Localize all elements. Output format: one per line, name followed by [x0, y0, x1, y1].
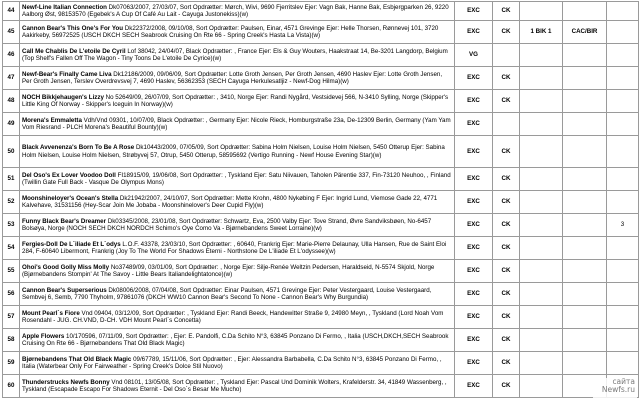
- dog-details: Dk08006/2008, 07/04/08, Sort Opdrætter: Einar Paulsen, 4571 Grevinge Ejer: Peter Vestergaard, Louise Vestergaard, Sembvej 6, Semb, 7790 Thyholm, 97861076 (DKCH WW10 Cannon Bear's Second To None - Cannon Bear's Why Burgundia): [22, 287, 431, 301]
- table-row: [3, 21, 639, 44]
- dog-name: Newf-Line Italian Connection: [22, 4, 107, 11]
- grade-cell: EXC: [455, 168, 493, 191]
- extra-cell: [607, 352, 639, 375]
- dog-name: Mount Pearl`s Fiore: [22, 310, 80, 317]
- dog-name: Newf-Bear's Finally Came Liva: [22, 71, 112, 78]
- table-row: [3, 136, 639, 168]
- entry-number: 53: [3, 214, 20, 237]
- placement-cell: [520, 283, 563, 306]
- placement-cell: [520, 191, 563, 214]
- table-row: [3, 44, 639, 67]
- award-cell: [563, 90, 607, 113]
- entry-number: 51: [3, 168, 20, 191]
- dog-name: Bjørnebandens That Old Black Magic: [22, 356, 131, 363]
- ck-cell: [493, 44, 520, 67]
- ck-cell: CK: [493, 375, 520, 398]
- entry-number: 48: [3, 90, 20, 113]
- entry-description: [20, 191, 455, 214]
- extra-cell: [607, 306, 639, 329]
- placement-cell: [520, 113, 563, 136]
- dog-details: Lof 38042, 24/04/07, Black Opdrætter: , France Ejer: Els & Guy Wouters, Haakstraat 14, Be-3201 Langdorp, Belgium (Top Shelf's Fallen Off The Wagon - Tiny Toons De L'etoile De Cyrice)(w): [22, 48, 448, 62]
- placement-cell: [520, 352, 563, 375]
- award-cell: [563, 113, 607, 136]
- dog-name: Moonshineloyer's Ocean's Stella: [22, 195, 118, 202]
- entry-description: [20, 214, 455, 237]
- grade-cell: EXC: [455, 375, 493, 398]
- entry-description: [20, 67, 455, 90]
- grade-cell: EXC: [455, 352, 493, 375]
- placement-cell: [520, 260, 563, 283]
- extra-cell: [607, 329, 639, 352]
- dog-name: Cannon Bear's This One's For You: [22, 25, 123, 32]
- extra-cell: [607, 260, 639, 283]
- dog-name: Funny Black Bear's Dreamer: [22, 218, 106, 225]
- entry-description: [20, 352, 455, 375]
- entry-description: [20, 283, 455, 306]
- dog-name: Thunderstrucks Newfs Bonny: [22, 379, 110, 386]
- award-cell: CAC/BIR: [563, 21, 607, 44]
- dog-name: Cannon Bear's Superserious: [22, 287, 107, 294]
- entry-description: [20, 306, 455, 329]
- ck-cell: CK: [493, 352, 520, 375]
- extra-cell: [607, 113, 639, 136]
- ck-cell: CK: [493, 90, 520, 113]
- entry-number: 58: [3, 329, 20, 352]
- extra-cell: [607, 136, 639, 168]
- entry-number: 60: [3, 375, 20, 398]
- extra-cell: [607, 2, 639, 21]
- ck-cell: CK: [493, 237, 520, 260]
- grade-cell: EXC: [455, 21, 493, 44]
- dog-details: Dk10443/2009, 07/05/09, Sort Opdrætter: Sabina Holm Nielsen, Louise Holm Nielsen, 5450 Otterup Ejer: Sabina Holm Nielsen, Louise Holm Nielsen, Strøbyvej 57, Otrup, 5450 Otterup, 58595692 (Vertigo Running - Newf House Evening Star)(w): [22, 144, 445, 158]
- grade-cell: EXC: [455, 329, 493, 352]
- extra-cell: [607, 90, 639, 113]
- grade-cell: EXC: [455, 260, 493, 283]
- placement-cell: 1 BIK 1: [520, 21, 563, 44]
- site-watermark: [593, 378, 637, 410]
- dog-details: No 52649/09, 26/07/09, Sort Opdrætter: , 3410, Norge Ejer: Randi Nygård, Vestsidevej 566, N-3410 Sylling, Norge (Skipper's Little King Of Norway - Skipper's Iceguin In Norway)(w): [22, 94, 448, 108]
- ck-cell: CK: [493, 168, 520, 191]
- extra-cell: [607, 283, 639, 306]
- extra-cell: [607, 67, 639, 90]
- dog-name: NOCH Bikkjehaugen's Lizzy: [22, 94, 104, 101]
- dog-details: Dk07063/2007, 27/03/07, Sort Opdrætter: Mørch, Wivi, 9690 Fjerritslev Ejer: Vagn Bak, Hanne Bak, Esbjergparken 26, 9220 Aalborg Øst, 98153570 (Egebek's A Cup Of Café Au Lait - Cayuga Justonekiss)(w): [22, 4, 449, 18]
- award-cell: [563, 237, 607, 260]
- table-row: [3, 306, 639, 329]
- entry-number: 45: [3, 21, 20, 44]
- award-cell: [563, 67, 607, 90]
- dog-details: Dk21942/2007, 24/10/07, Sort Opdrætter: Mette Krohn, 4800 Nykøbing F Ejer: Ingrid Lund, Viemose Gade 22, 4771 Kalvehave, 31531156 (Hey-Scar Join Me Jobaba - Moonshinelover's Deer Cupid Fly)(w): [22, 195, 437, 209]
- dog-details: L.O.F. 43378, 23/03/10, Sort Opdrætter: , 60640, Frankrig Ejer: Marie-Pierre Delaunay, Ulla Hansen, Rue de Saint Eloi 284, F-60640 Libermont, Frankrig (Joy To The World For Shadows Eterni - Northstone De L'iliade Et L'odyssee)(w): [22, 241, 446, 255]
- dog-details: 10/170596, 07/11/09, Sort Opdrætter: , Ejer: E. Pandolfi, C.Da Schito N°3, 63845 Ponzano Di Fermo, , Italia (USCH,DKCH,SECH Seabrook Cruising On Rte 66 - Bjørnebandens That Old Black Magic): [22, 333, 448, 347]
- grade-cell: EXC: [455, 214, 493, 237]
- award-cell: [563, 191, 607, 214]
- award-cell: [563, 283, 607, 306]
- grade-cell: EXC: [455, 237, 493, 260]
- placement-cell: [520, 44, 563, 67]
- results-table-body: [3, 2, 639, 398]
- grade-cell: EXC: [455, 90, 493, 113]
- extra-cell: [607, 44, 639, 67]
- table-row: [3, 90, 639, 113]
- award-cell: [563, 306, 607, 329]
- grade-cell: EXC: [455, 283, 493, 306]
- dog-details: Vdh/Vnd 09301, 10/07/09, Black Opdrætter: , Germany Ejer: Nicole Rieck, Homburgstraße 23a, De-12309 Berlin, Germany (Yam Yam Vom Riesrand - PLCH Morena's Beautiful Bounty)(w): [22, 117, 451, 131]
- entry-number: 59: [3, 352, 20, 375]
- extra-cell: 3: [607, 214, 639, 237]
- entry-description: [20, 2, 455, 21]
- watermark-line-2: Newfs.ru: [593, 386, 637, 394]
- table-row: [3, 191, 639, 214]
- dog-name: Morena's Emmaletta: [22, 117, 82, 124]
- table-row: [3, 2, 639, 21]
- entry-description: [20, 168, 455, 191]
- placement-cell: [520, 2, 563, 21]
- dog-details: Vnd 09404, 03/12/09, Sort Opdrætter: , Tyskland Ejer: Randi Beeck, Handewitter Straße 9, 24980 Meyn, , Tyskland (Lord Noah Vom Rosendahl - JUG. CH.VND, D-CH. VDH Mount Pearl`s Concetta): [22, 310, 443, 324]
- ck-cell: CK: [493, 214, 520, 237]
- table-row: [3, 260, 639, 283]
- ck-cell: [493, 113, 520, 136]
- entry-number: 49: [3, 113, 20, 136]
- dog-name: Fergies-Doll De L`iliade Et L`odys: [22, 241, 121, 248]
- dog-details: No37489/09, 03/01/09, Sort Opdrætter: , Norge Ejer: Silje-Renée Weltzin Pedersen, Haraldseid, N-5574 Skjold, Norge (Bjørnebandens Stompin' At The Savoy - Little Bears Italiandelightatonce)(w): [22, 264, 434, 278]
- results-table: [2, 1, 639, 398]
- table-row: [3, 329, 639, 352]
- entry-description: [20, 113, 455, 136]
- watermark-line-1: сайта: [593, 378, 637, 386]
- placement-cell: [520, 375, 563, 398]
- placement-cell: [520, 67, 563, 90]
- entry-description: [20, 44, 455, 67]
- table-row: [3, 237, 639, 260]
- entry-number: 47: [3, 67, 20, 90]
- ck-cell: CK: [493, 283, 520, 306]
- placement-cell: [520, 306, 563, 329]
- dog-details: Dk03345/2008, 23/01/08, Sort Opdrætter: Schwartz, Eva, 2500 Valby Ejer: Tove Strand, Øvre Sandviksbøen, No-6457 Bolsøya, Norge (NOCH SECH DKCH NORDCH Schimo's Oye Como Va - Bjørnebandens Sweet Lorraine)(w): [22, 218, 431, 232]
- extra-cell: [607, 168, 639, 191]
- award-cell: [563, 352, 607, 375]
- table-row: [3, 113, 639, 136]
- entry-number: 55: [3, 260, 20, 283]
- dog-name: Apple Flowers: [22, 333, 64, 340]
- award-cell: [563, 2, 607, 21]
- award-cell: [563, 136, 607, 168]
- placement-cell: [520, 90, 563, 113]
- extra-cell: [607, 21, 639, 44]
- table-row: [3, 168, 639, 191]
- dog-details: Dk12186/2009, 09/06/09, Sort Opdrætter: Lotte Groth Jensen, Per Groth Jensen, 4690 Haslev Ejer: Lotte Groth Jensen, Per Groth Jensen, Terslev Overdrevsvej 7, 4690 Haslev, 56362353 (SECH Cayuga Herkulesatljiz - Newf-Dog Hilma)(w): [22, 71, 442, 85]
- entry-number: 50: [3, 136, 20, 168]
- dog-details: Vnd 08101, 13/05/08, Sort Opdrætter: , Tyskland Ejer: Pascal Und Dominik Wolters, Krafelderstr. 34, 41849 Wassenberg, , Tyskland (Escapade Escapo For Shadows Eternit - Del Oso´s Besar Me Mucho): [22, 379, 447, 393]
- grade-cell: VG: [455, 44, 493, 67]
- ck-cell: CK: [493, 21, 520, 44]
- placement-cell: [520, 168, 563, 191]
- ck-cell: CK: [493, 67, 520, 90]
- dog-name: Call Me Chablis De L'etoile De Cyril: [22, 48, 126, 55]
- ck-cell: CK: [493, 191, 520, 214]
- dog-details: FI18915/09, 19/06/08, Sort Opdrætter: , Tyskland Ejer: Satu Niivauen, Taholen Pärentie 337, Fin-73120 Neuhoo, , Finland (Twillin Gate Full Back - Vasque De Olympus Mons): [22, 172, 451, 186]
- award-cell: [563, 44, 607, 67]
- entry-description: [20, 329, 455, 352]
- extra-cell: [607, 191, 639, 214]
- dog-name: Black Avvenenza's Born To Be A Rose: [22, 144, 134, 151]
- entry-number: 52: [3, 191, 20, 214]
- grade-cell: EXC: [455, 67, 493, 90]
- grade-cell: EXC: [455, 113, 493, 136]
- grade-cell: EXC: [455, 306, 493, 329]
- entry-number: 56: [3, 283, 20, 306]
- dog-name: Ohoi's Good Golly Miss Molly: [22, 264, 109, 271]
- entry-number: 57: [3, 306, 20, 329]
- placement-cell: [520, 214, 563, 237]
- entry-description: [20, 90, 455, 113]
- ck-cell: CK: [493, 329, 520, 352]
- extra-cell: [607, 237, 639, 260]
- placement-cell: [520, 136, 563, 168]
- entry-description: [20, 136, 455, 168]
- award-cell: [563, 260, 607, 283]
- award-cell: [563, 329, 607, 352]
- entry-number: 54: [3, 237, 20, 260]
- grade-cell: EXC: [455, 2, 493, 21]
- dog-details: Dk22372/2008, 09/10/08, Sort Opdrætter: Paulsen, Einar, 4571 Grevinge Ejer: Helle Thorsen, Rønnevej 101, 3720 Aakirkeby, 56972525 (USCH DKCH SECH Seabrook Cruising On Rte 66 - Spring Creek's Hasta La Vista)(w): [22, 25, 438, 39]
- entry-description: [20, 237, 455, 260]
- ck-cell: CK: [493, 136, 520, 168]
- ck-cell: CK: [493, 306, 520, 329]
- placement-cell: [520, 329, 563, 352]
- placement-cell: [520, 237, 563, 260]
- grade-cell: EXC: [455, 136, 493, 168]
- table-row: [3, 352, 639, 375]
- grade-cell: EXC: [455, 191, 493, 214]
- entry-description: [20, 375, 455, 398]
- dog-name: Del Oso's Ex Lover Voodoo Doll: [22, 172, 116, 179]
- table-row: [3, 375, 639, 398]
- entry-number: 46: [3, 44, 20, 67]
- award-cell: [563, 168, 607, 191]
- ck-cell: CK: [493, 2, 520, 21]
- entry-description: [20, 260, 455, 283]
- entry-number: 44: [3, 2, 20, 21]
- table-row: [3, 67, 639, 90]
- ck-cell: CK: [493, 260, 520, 283]
- award-cell: [563, 214, 607, 237]
- dog-details: 09/67789, 15/11/06, Sort Opdrætter: , Ejer: Alessandra Barbabella, C.Da Schito N°3, 63845 Ponzano Di Fermo, , Italia (Waterbear Only For Fairweather - Spring Creek's Dolce Stil Nuovo): [22, 356, 442, 370]
- table-row: [3, 214, 639, 237]
- entry-description: [20, 21, 455, 44]
- table-row: [3, 283, 639, 306]
